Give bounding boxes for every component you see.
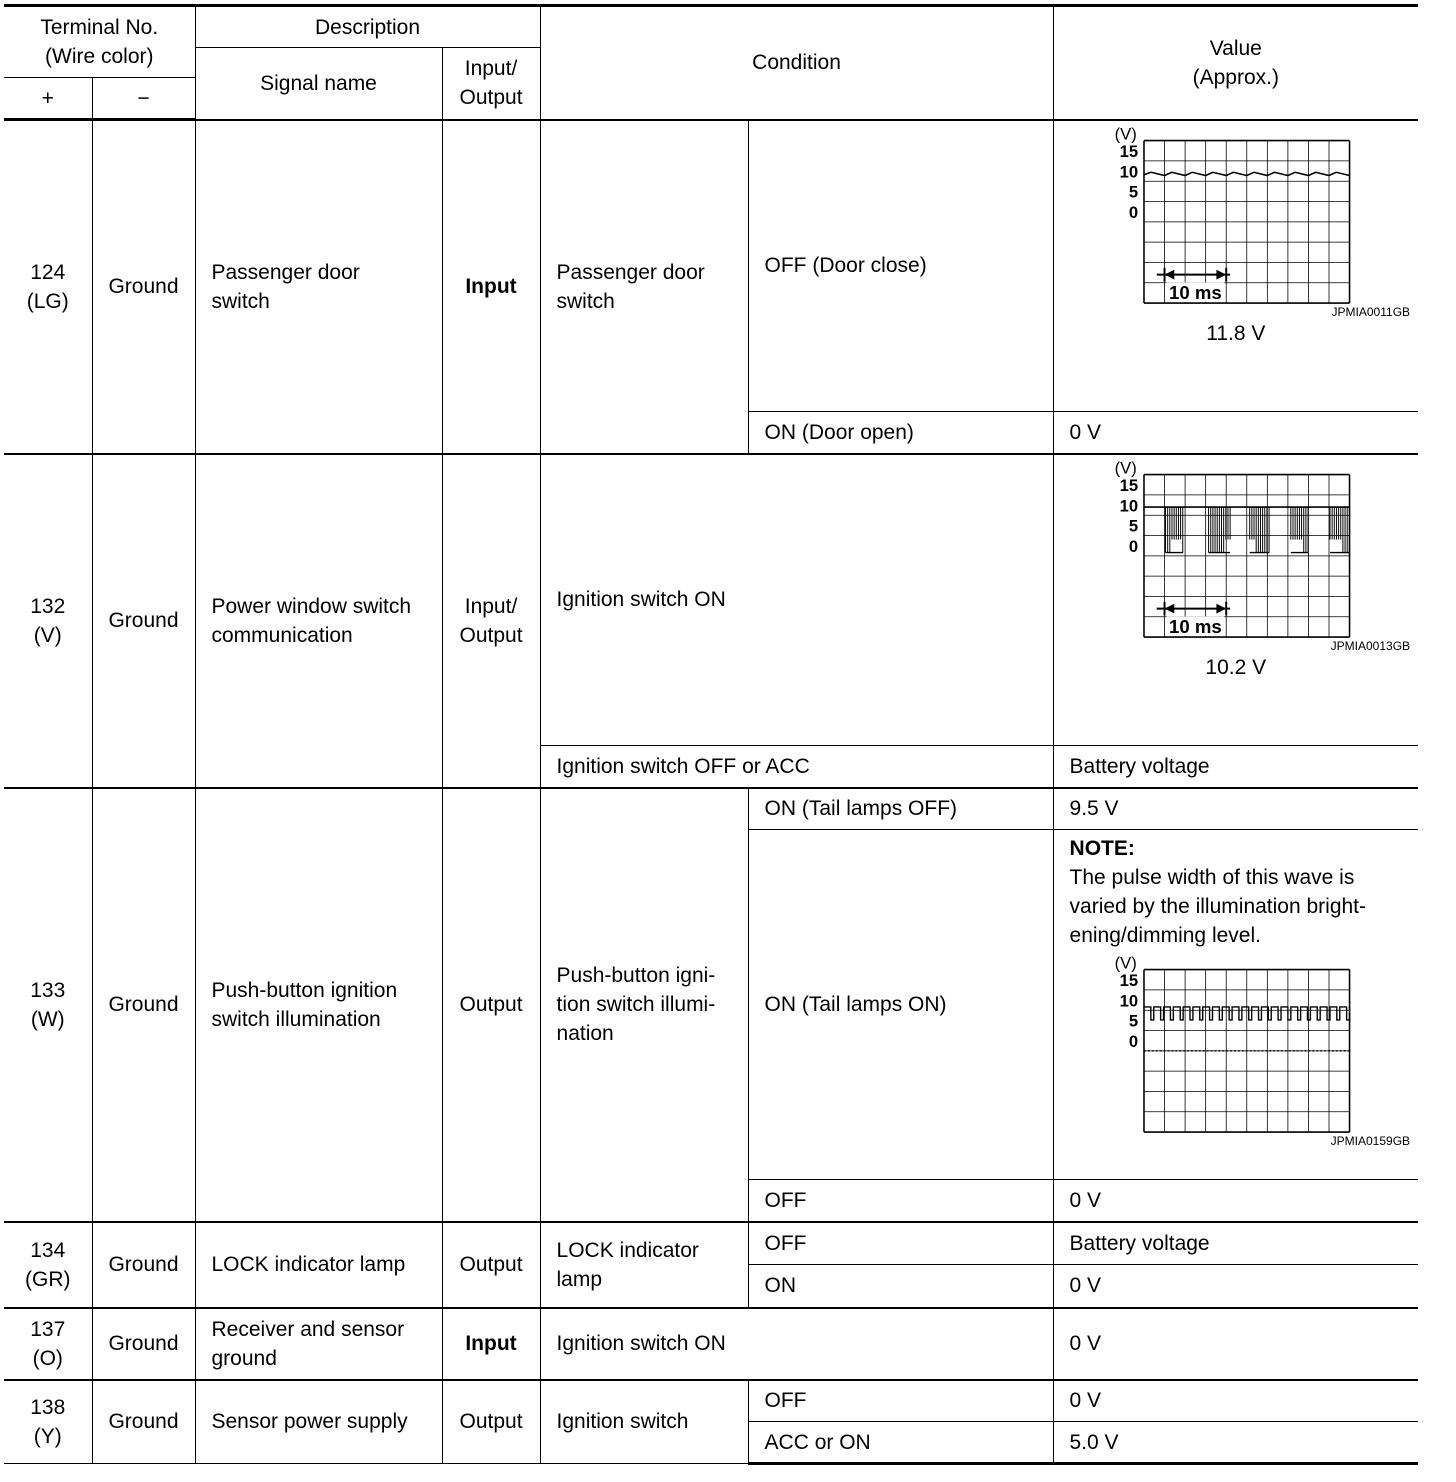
signal-137: Receiver and sensor ground xyxy=(195,1308,442,1380)
condition-133: Push-button igni- tion switch illumi- nation xyxy=(540,788,748,1222)
signal-132: Power window switch communication xyxy=(195,454,442,788)
header-condition: Condition xyxy=(540,6,1053,120)
waveform-132 xyxy=(1086,455,1386,641)
io-138: Output xyxy=(442,1380,540,1464)
y-tick-label: 10 xyxy=(1119,495,1138,515)
terminal-138: 138 (Y) xyxy=(4,1380,92,1464)
ground-133: Ground xyxy=(92,788,195,1222)
y-axis-label: (V) xyxy=(1114,124,1137,144)
y-tick-label: 0 xyxy=(1128,536,1138,556)
terminal-137: 137 (O) xyxy=(4,1308,92,1380)
table-row-138 xyxy=(4,1380,1418,1422)
waveform-bursts xyxy=(1165,507,1349,553)
header-value: Value (Approx.) xyxy=(1053,6,1418,120)
y-tick-label: 15 xyxy=(1119,475,1138,495)
state-124-off: OFF (Door close) xyxy=(748,120,1053,412)
terminal-table-sheet xyxy=(4,4,1418,1465)
note-title: NOTE: xyxy=(1069,837,1135,860)
value-137: 0 V xyxy=(1053,1308,1418,1380)
io-132: Input/ Output xyxy=(442,454,540,788)
value-133-tail-on xyxy=(1053,830,1418,1180)
y-axis-label: (V) xyxy=(1114,458,1137,478)
value-124-off xyxy=(1053,120,1418,412)
state-124-on: ON (Door open) xyxy=(748,412,1053,454)
time-marker xyxy=(1156,267,1229,302)
header-signal-name: Signal name xyxy=(195,48,442,120)
y-tick-label: 15 xyxy=(1119,970,1138,990)
terminal-133: 133 (W) xyxy=(4,788,92,1222)
condition-132-on: Ignition switch ON xyxy=(540,454,1053,746)
header-plus: + xyxy=(4,78,92,120)
y-tick-label: 10 xyxy=(1119,991,1138,1011)
note-text: The pulse width of this wave is varied by the illumination bright- ening/dimming level. xyxy=(1069,866,1367,947)
y-tick-label: 10 xyxy=(1119,161,1138,181)
header-terminal: Terminal No. (Wire color) xyxy=(4,6,195,78)
table-row-137 xyxy=(4,1308,1418,1380)
io-134: Output xyxy=(442,1222,540,1308)
state-138-on: ACC or ON xyxy=(748,1422,1053,1464)
waveform-grid xyxy=(1144,474,1350,637)
state-133-off: OFF xyxy=(748,1180,1053,1222)
ground-138: Ground xyxy=(92,1380,195,1464)
waveform-133 xyxy=(1086,950,1386,1136)
ground-137: Ground xyxy=(92,1308,195,1380)
y-tick-label: 5 xyxy=(1128,182,1138,202)
y-tick-label: 15 xyxy=(1119,141,1138,161)
signal-124: Passenger door switch xyxy=(195,120,442,454)
value-133-off: 0 V xyxy=(1053,1180,1418,1222)
ground-124: Ground xyxy=(92,120,195,454)
y-tick-label: 5 xyxy=(1128,1011,1138,1031)
state-133-tail-off: ON (Tail lamps OFF) xyxy=(748,788,1053,830)
io-133: Output xyxy=(442,788,540,1222)
value-124-on: 0 V xyxy=(1053,412,1418,454)
state-138-off: OFF xyxy=(748,1380,1053,1422)
value-138-off: 0 V xyxy=(1053,1380,1418,1422)
condition-134: LOCK indicator lamp xyxy=(540,1222,748,1308)
header-description: Description xyxy=(195,6,540,48)
value-124-off-text: 11.8 V xyxy=(1206,321,1266,345)
table-row-134 xyxy=(4,1222,1418,1265)
ground-134: Ground xyxy=(92,1222,195,1308)
value-132-on xyxy=(1053,454,1418,746)
terminal-table xyxy=(4,4,1418,1465)
y-tick-label: 0 xyxy=(1128,1031,1138,1051)
state-134-on: ON xyxy=(748,1265,1053,1308)
waveform-124 xyxy=(1086,121,1386,307)
value-138-on: 5.0 V xyxy=(1053,1422,1418,1464)
condition-132-off: Ignition switch OFF or ACC xyxy=(540,746,1053,788)
state-134-off: OFF xyxy=(748,1222,1053,1265)
value-132-on-text: 10.2 V xyxy=(1205,655,1267,679)
time-marker-label: 10 ms xyxy=(1168,281,1222,303)
time-marker-label: 10 ms xyxy=(1168,615,1222,637)
waveform-grid xyxy=(1144,140,1350,303)
io-124: Input xyxy=(442,120,540,454)
ground-132: Ground xyxy=(92,454,195,788)
terminal-124: 124 (LG) xyxy=(4,120,92,454)
signal-134: LOCK indicator lamp xyxy=(195,1222,442,1308)
condition-138: Ignition switch xyxy=(540,1380,748,1464)
table-row-132 xyxy=(4,454,1418,746)
figure-id-132: JPMIA0013GB xyxy=(1330,638,1411,653)
header-input-output: Input/ Output xyxy=(442,48,540,120)
condition-137: Ignition switch ON xyxy=(540,1308,1053,1380)
value-133-tail-off: 9.5 V xyxy=(1053,788,1418,830)
header-minus: − xyxy=(92,78,195,120)
table-row-133 xyxy=(4,788,1418,830)
figure-id-133: JPMIA0159GB xyxy=(1330,1134,1411,1148)
condition-124: Passenger door switch xyxy=(540,120,748,454)
signal-133: Push-button ignition switch illumination xyxy=(195,788,442,1222)
terminal-134: 134 (GR) xyxy=(4,1222,92,1308)
io-137: Input xyxy=(442,1308,540,1380)
time-marker xyxy=(1156,601,1229,636)
signal-138: Sensor power supply xyxy=(195,1380,442,1464)
y-axis-label: (V) xyxy=(1114,953,1137,973)
table-row-124 xyxy=(4,120,1418,412)
value-134-on: 0 V xyxy=(1053,1265,1418,1308)
y-tick-label: 0 xyxy=(1128,202,1138,222)
terminal-132: 132 (V) xyxy=(4,454,92,788)
figure-id-124: JPMIA0011GB xyxy=(1331,304,1411,319)
value-134-off: Battery voltage xyxy=(1053,1222,1418,1265)
value-132-off: Battery voltage xyxy=(1053,746,1418,788)
state-133-tail-on: ON (Tail lamps ON) xyxy=(748,830,1053,1180)
y-tick-label: 5 xyxy=(1128,516,1138,536)
